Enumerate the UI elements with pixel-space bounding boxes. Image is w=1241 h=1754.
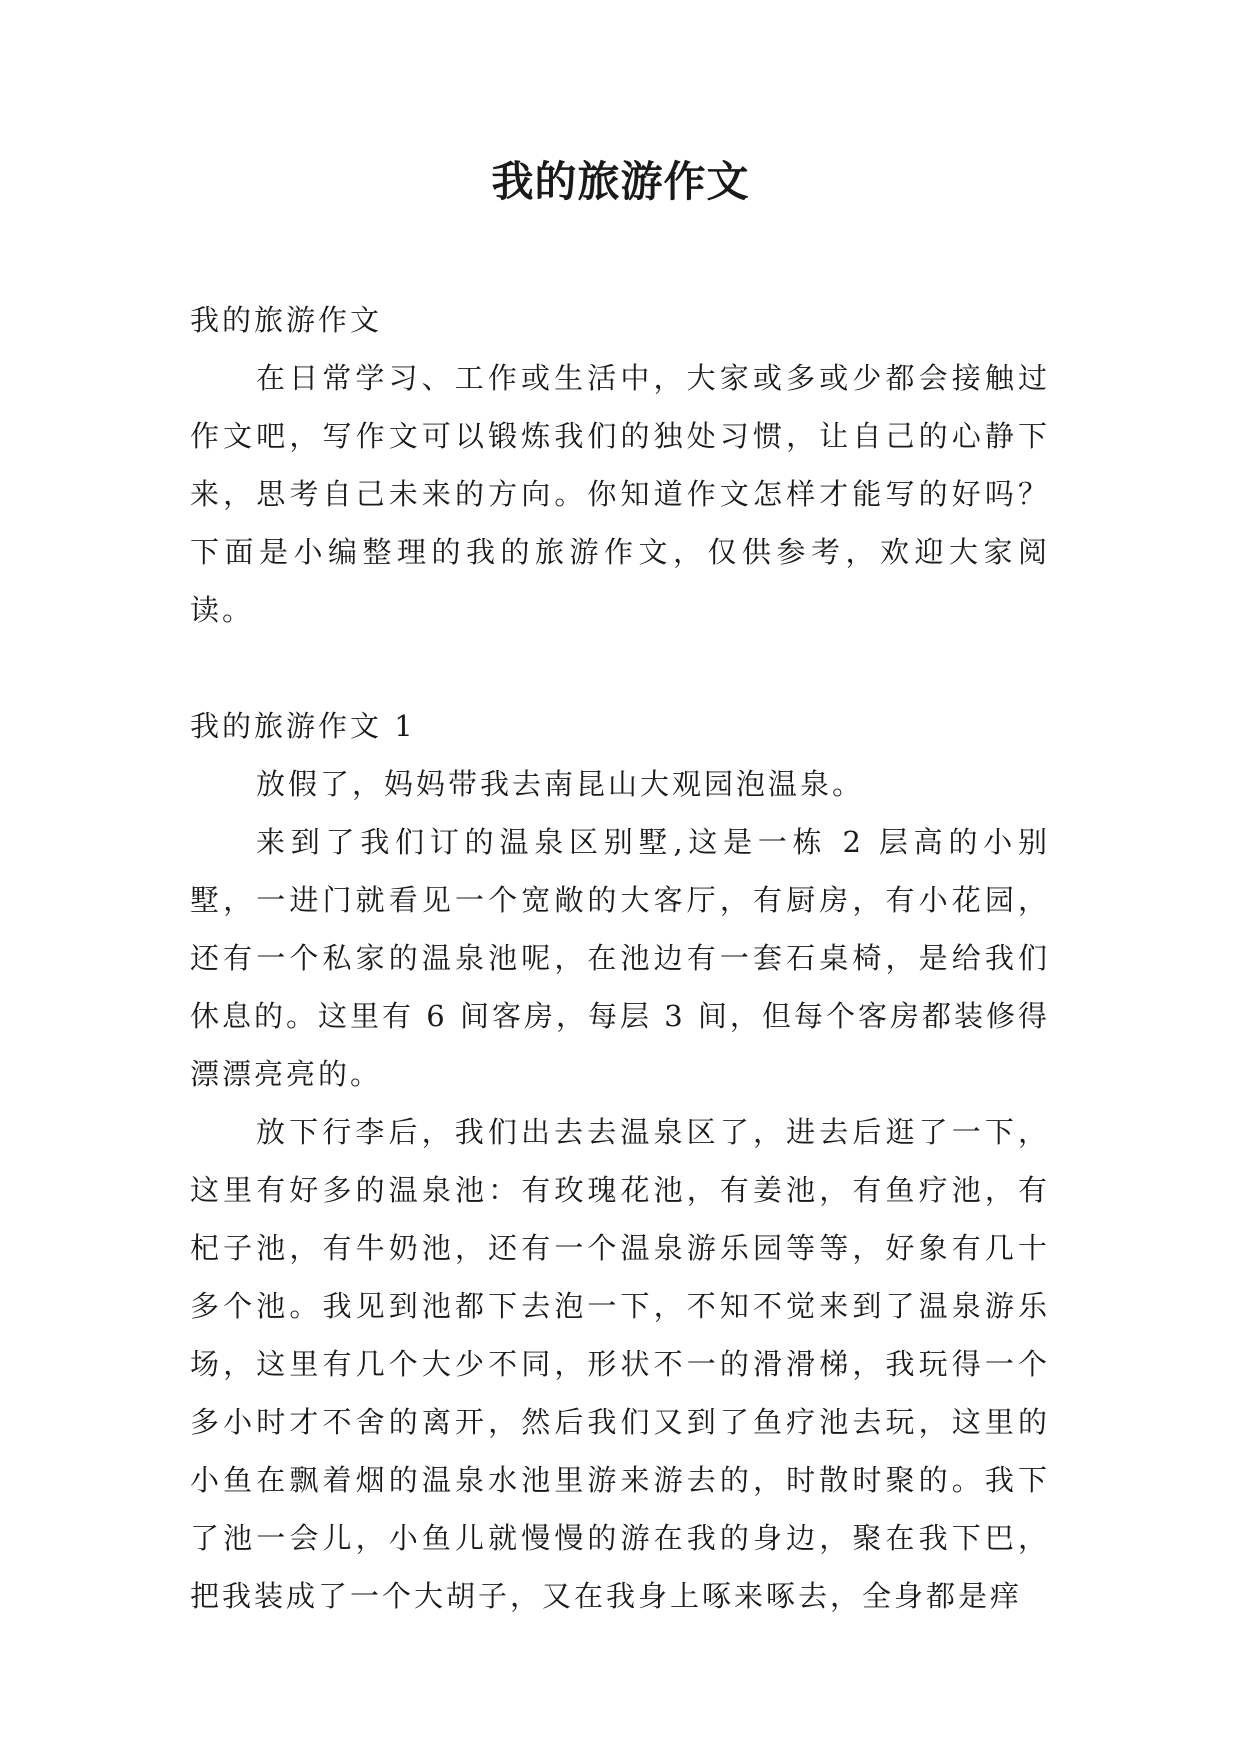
section-spacer	[190, 639, 1050, 697]
essay-1-paragraph: 来到了我们订的温泉区别墅,这是一栋 2 层高的小别墅，一进门就看见一个宽敞的大客厅，有厨房，有小花园，还有一个私家的温泉池呢，在池边有一套石桌椅，是给我们休息的。这里有 6 间客房，每层 3 间，但每个客房都装修得漂漂亮亮的。	[190, 825, 1050, 1091]
intro-paragraph: 在日常学习、工作或生活中，大家或多或少都会接触过作文吧，写作文可以锻炼我们的独处习惯，让自己的心静下来，思考自己未来的方向。你知道作文怎样才能写的好吗？下面是小编整理的我的旅游作文，仅供参考，欢迎大家阅读。	[190, 361, 1050, 627]
essay-1-paragraph: 放假了，妈妈带我去南昆山大观园泡温泉。	[256, 767, 865, 801]
essay-1-heading: 我的旅游作文 1	[190, 709, 416, 743]
document-body	[190, 291, 1050, 1625]
intro-heading: 我的旅游作文	[190, 303, 383, 337]
essay-1-paragraph: 放下行李后，我们出去去温泉区了，进去后逛了一下，这里有好多的温泉池：有玫瑰花池，有姜池，有鱼疗池，有杞子池，有牛奶池，还有一个温泉游乐园等等，好象有几十多个池。我见到池都下去泡一下，不知不觉来到了温泉游乐场，这里有几个大少不同，形状不一的滑滑梯，我玩得一个多小时才不舍的离开，然后我们又到了鱼疗池去玩，这里的小鱼在飘着烟的温泉水池里游来游去的，时散时聚的。我下了池一会儿，小鱼儿就慢慢的游在我的身边，聚在我下巴，把我装成了一个大胡子，又在我身上啄来啄去，全身都是痒	[190, 1115, 1050, 1613]
document-title: 我的旅游作文	[491, 157, 750, 206]
